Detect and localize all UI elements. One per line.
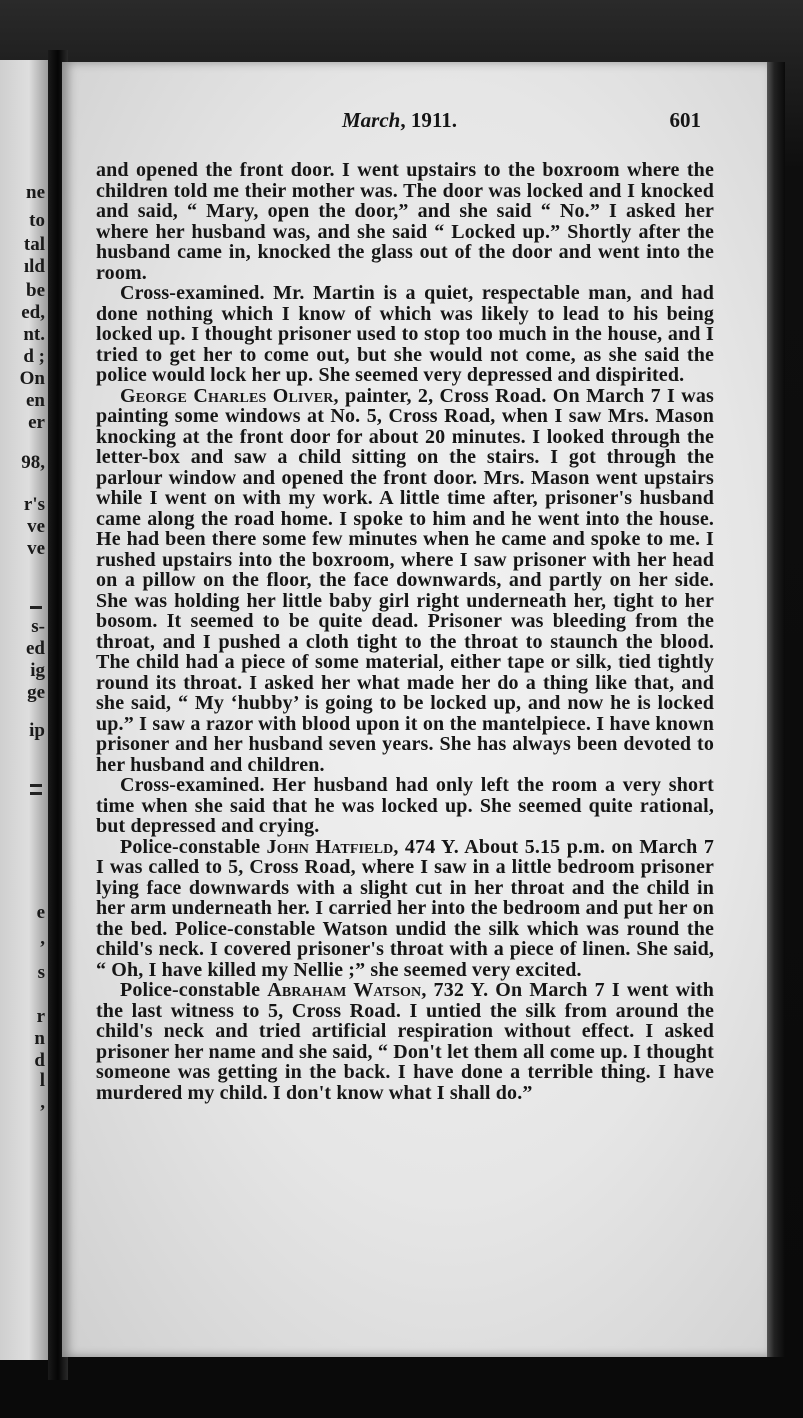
margin-fragment: s- <box>31 616 45 637</box>
paragraph: and opened the front door. I went upstairs to the boxroom where the children told me their mother was. The door was locked and I knocked and said, “ Mary, open the door,” and she said “ No.” I asked her where her husband was, and she said “ Locked up.” Shortly after the husband came in, knocked the glass out of the door and went into the room. <box>96 159 714 284</box>
paragraph <box>96 980 714 1103</box>
facing-page-fragment <box>0 60 48 1360</box>
margin-fragment: ıld <box>23 256 45 277</box>
witness-name: Abraham Watson <box>267 979 422 1001</box>
margin-fragment: d ; <box>23 346 45 367</box>
witness-title: Police-constable <box>120 979 268 1001</box>
margin-fragment: r's <box>23 494 45 515</box>
margin-fragment: er <box>28 412 45 433</box>
margin-fragment: ed, <box>21 302 45 323</box>
margin-fragment: n <box>34 1028 45 1049</box>
margin-fragment: On <box>19 368 45 389</box>
paragraph <box>96 837 714 981</box>
margin-fragment: be <box>26 280 45 301</box>
margin-fragment: l <box>39 1070 45 1091</box>
margin-fragment: d <box>34 1050 45 1071</box>
margin-fragment: , <box>40 1092 45 1113</box>
page-header <box>62 108 767 138</box>
paragraph-text: , 474 Y. About 5.15 p.m. on March 7 I was called to 5, Cross Road, where I saw in a little bedroom prisoner lying face downwards with a slight cut in her throat and the child in her arm underneath her. I carried her into the bedroom and put her on the bed. Police-constable Watson undid the silk which was round the child's neck. I covered prisoner's throat with a piece of linen. She said, “ Oh, I have killed my Nellie ;” she seemed very excited. <box>96 835 715 981</box>
margin-rule <box>30 792 42 795</box>
page-number: 601 <box>669 108 701 132</box>
paragraph: Cross-examined. Her husband had only left the room a very short time when she said that he was locked up. She seemed quite rational, but depressed and crying. <box>96 774 714 837</box>
margin-rule <box>30 606 42 609</box>
margin-fragment: ge <box>27 682 45 703</box>
margin-fragment: r <box>36 1006 45 1027</box>
paragraph: Cross-examined. Mr. Martin is a quiet, respectable man, and had done nothing which I know of which was likely to lead to his being locked up. I thought prisoner used to stop too much in the house, and I tried to get her to come out, but she would not come, as she said the police would lock her up. She seemed very depressed and dispirited. <box>96 282 714 386</box>
paragraph-text: , 732 Y. On March 7 I went with the last witness to 5, Cross Road. I untied the silk from around the child's neck and tried artificial respiration without effect. I asked prisoner her name and she said, “ Don't let them all come up. I thought someone was getting in the back. I have done a terrible thing. I have murdered my child. I don't know what I shall do.” <box>96 979 714 1104</box>
paragraph <box>96 386 714 776</box>
margin-fragment: e <box>36 902 45 923</box>
page-edge <box>767 62 785 1357</box>
margin-rule <box>30 784 42 787</box>
margin-fragment: ve <box>27 516 45 537</box>
margin-fragment: 98, <box>21 452 45 473</box>
page-body <box>96 160 714 1103</box>
witness-name: George Charles Oliver <box>120 384 334 407</box>
margin-fragment: nt. <box>23 324 45 345</box>
margin-fragment: ip <box>29 720 45 741</box>
margin-fragment: tal <box>23 234 45 255</box>
witness-name: John Hatfield <box>266 835 394 858</box>
running-title-month: March <box>342 108 401 132</box>
paragraph-text: , painter, 2, Cross Road. On March 7 I was painting some windows at No. 5, Cross Road, when I saw Mrs. Mason knocking at the front door for about 20 minutes. I looked through the letter-box and saw a child sitting on the stairs. I got through the parlour window and opened the front door. Mrs. Mason went upstairs while I went on with my work. A little time after, prisoner's husband came along the road home. I spoke to him and he went into the house. He had been there some few minutes when he came and spoke to me. I rushed upstairs into the boxroom, where I saw prisoner with her head on a pillow on the floor, the face downwards, and partly on her side. She was holding her little baby girl right underneath her, tight to her bosom. It seemed to be quite dead. Prisoner was bleeding from the throat, and I pushed a cloth tight to the throat to staunch the blood. The child had a piece of some material, either tape or silk, tied tightly round its throat. I asked her what made her do a thing like that, and she said, “ My ‘hubby’ is going to be locked up, and now he is locked up.” I saw a razor with blood upon it on the mantelpiece. I have known prisoner and her husband seven years. She has always been devoted to her husband and children. <box>96 384 714 776</box>
margin-fragment: ed <box>26 638 45 659</box>
witness-title: Police-constable <box>120 835 267 858</box>
book-page <box>62 62 767 1357</box>
margin-fragment: ig <box>30 660 45 681</box>
running-title <box>342 108 457 133</box>
margin-fragment: ne <box>26 182 45 203</box>
margin-fragment: en <box>26 390 45 411</box>
margin-fragment: s <box>37 962 45 983</box>
running-title-year: , 1911. <box>400 108 457 132</box>
margin-fragment: , <box>40 928 45 949</box>
margin-fragment: to <box>29 210 45 231</box>
margin-fragment: ve <box>27 538 45 559</box>
